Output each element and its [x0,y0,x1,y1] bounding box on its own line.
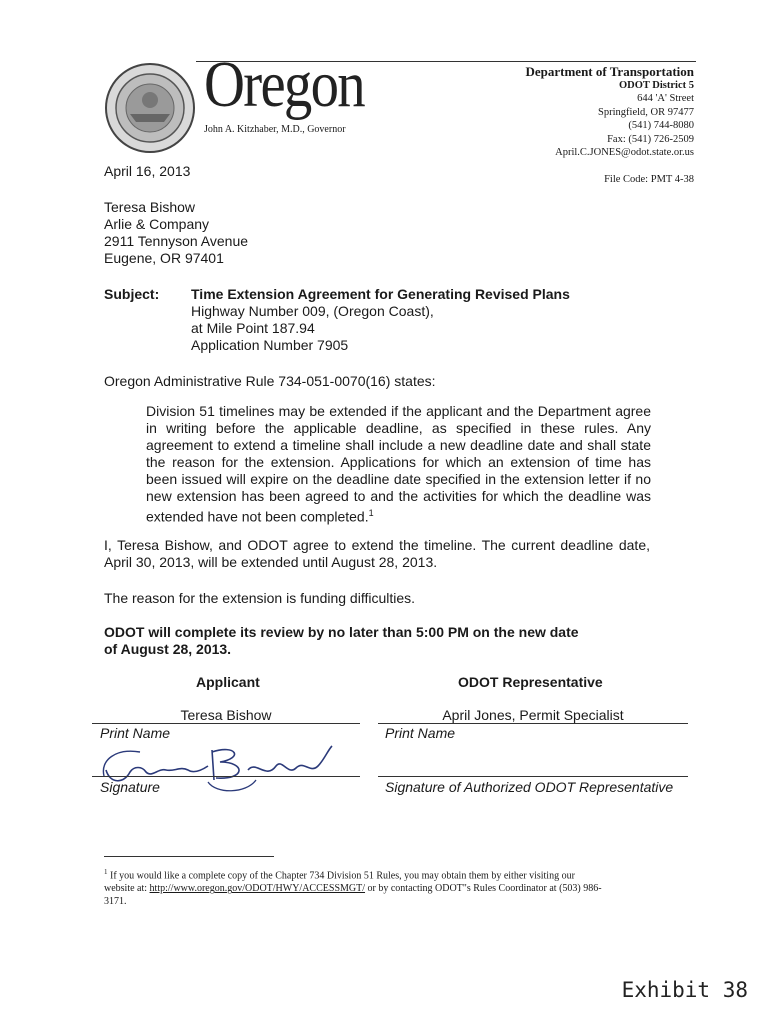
governor-name: John A. Kitzhaber, M.D., Governor [204,124,346,135]
odot-rep-print-name: April Jones, Permit Specialist [442,707,624,723]
odot-rep-signature-line [378,776,688,777]
odot-rep-name-line [378,723,688,724]
subject-label: Subject: [104,286,160,302]
rule-quote-text: Division 51 timelines may be extended if the applicant and the Department agree in writing before the applicable deadline, as specified in these rules. Any agreement to extend a timeline shall include a new deadline date and shall state the reason for the extension. Applications for which an extension of time has been issued will expire on the deadline date specified in the extension letter if no new extension has been agreed to and the activities for which the deadline was extended have not been completed. [146,403,651,525]
applicant-heading: Applicant [196,674,260,690]
subject-title: Time Extension Agreement for Generating Revised Plans [191,286,570,302]
review-line-1: ODOT will complete its review by no later than 5:00 PM on the new date [104,624,579,640]
letter-date: April 16, 2013 [104,163,191,179]
applicant-name-line [92,723,360,724]
department-block [525,64,694,159]
city-address: Springfield, OR 97477 [598,106,694,118]
recipient-city: Eugene, OR 97401 [104,250,224,266]
subject-block [191,286,570,354]
applicant-print-name: Teresa Bishow [180,707,272,723]
department-name: Department of Transportation [525,64,694,79]
footnote-reference: 1 [368,508,374,518]
subject-milepoint: at Mile Point 187.94 [191,320,315,336]
rule-intro: Oregon Administrative Rule 734-051-0070(16) states: [104,373,436,389]
applicant-signature-line [92,776,360,777]
recipient-name: Teresa Bishow [104,199,196,215]
district-name: ODOT District 5 [618,80,694,91]
footnote-mark: 1 [104,868,108,876]
state-seal-icon [104,62,196,154]
reason-paragraph: The reason for the extension is funding difficulties. [104,590,416,606]
email-address: April.C.JONES@odot.state.or.us [555,147,694,159]
recipient-street: 2911 Tennyson Avenue [104,233,249,249]
applicant-signature-label: Signature [100,779,160,795]
file-code: File Code: PMT 4-38 [604,174,694,185]
review-line-2: of August 28, 2013. [104,641,232,657]
footnote-rule [104,856,274,857]
subject-highway: Highway Number 009, (Oregon Coast), [191,303,434,319]
footnote-text-a: If you would like a complete copy of the Chapter 734 Division 51 Rules, you may obtain them by either visiting our website at: [104,870,575,895]
review-statement [104,624,579,658]
phone-number: (541) 744-8080 [628,120,694,132]
street-address: 644 'A' Street [637,93,694,105]
subject-application: Application Number 7905 [191,337,349,353]
odot-rep-print-label: Print Name [385,725,456,741]
applicant-print-label: Print Name [100,725,171,741]
oregon-logo: Oregon [204,48,364,121]
rule-quote [146,403,651,526]
exhibit-label: Exhibit 38 [621,978,748,1002]
recipient-address [104,199,248,267]
agreement-paragraph: I, Teresa Bishow, and ODOT agree to extend the timeline. The current deadline date, April 30, 2013, will be extended until August 28, 2013. [104,537,650,570]
odot-rep-heading: ODOT Representative [458,674,603,690]
fax-number: Fax: (541) 726-2509 [607,133,694,145]
accessmgt-link[interactable]: http://www.oregon.gov/ODOT/HWY/ACCESSMGT/ [149,883,366,895]
odot-rep-signature-label: Signature of Authorized ODOT Representative [385,779,674,795]
footnote-text-b: or by contacting ODOT"s Rules Coordinator at (503) 986-3171. [104,883,602,908]
recipient-company: Arlie & Company [104,216,210,232]
footnote [104,866,604,908]
